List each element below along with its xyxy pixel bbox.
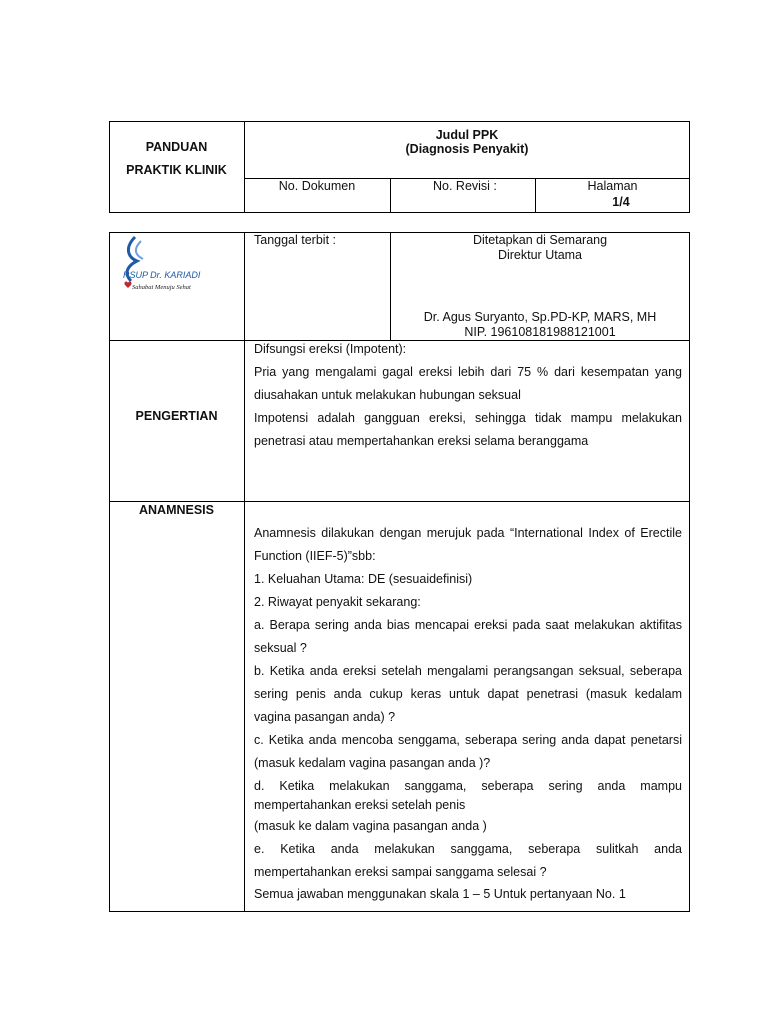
row-divider-pengertian xyxy=(109,501,690,502)
pengertian-heading: Difsungsi ereksi (Impotent): xyxy=(254,342,407,356)
anamnesis-label: ANAMNESIS xyxy=(138,503,214,517)
logo-tagline: Sahabat Menuju Sehat xyxy=(132,284,191,291)
header-col-divider xyxy=(390,178,391,213)
anamnesis-intro: Anamnesis dilakukan dengan merujuk pada “International Index of Erectile Function (IIEF-5)”sbb: xyxy=(254,526,682,563)
anamnesis-item: 1. Keluahan Utama: DE (sesuaidefinisi) xyxy=(254,572,473,586)
halaman-value: 1/4 xyxy=(612,195,630,209)
tanggal-terbit: Tanggal terbit : xyxy=(254,233,336,247)
hospital-logo xyxy=(117,233,217,305)
pengertian-impotensi: Impotensi adalah gangguan ereksi, sehingga tidak mampu melakukan penetrasi atau mempertahankan ereksi selama beranggama xyxy=(254,411,682,448)
anamnesis-question-a: a. Berapa sering anda bias mencapai ereksi pada saat melakukan aktifitas seksual ? xyxy=(254,618,682,655)
anamnesis-question-c: c. Ketika anda mencoba senggama, seberapa sering anda dapat penetarsi (masuk kedalam vagina pasangan anda )? xyxy=(254,733,682,770)
hospital-logo-icon xyxy=(117,233,217,305)
halaman-label: Halaman xyxy=(587,179,638,193)
anamnesis-question-d: d. Ketika melakukan sanggama, seberapa sering anda mampu mempertahankan ereksi setelah penis xyxy=(254,779,682,812)
diagnosis-subtitle: (Diagnosis Penyakit) xyxy=(405,142,529,156)
ditetapkan-di: Ditetapkan di Semarang xyxy=(472,233,608,247)
anamnesis-question-d-cont: (masuk ke dalam vagina pasangan anda ) xyxy=(254,819,487,833)
pengertian-label: PENGERTIAN xyxy=(135,409,218,423)
direktur-utama: Direktur Utama xyxy=(497,248,583,262)
logo-name: RSUP Dr. KARIADI xyxy=(123,270,201,280)
doctor-name: Dr. Agus Suryanto, Sp.PD-KP, MARS, MH xyxy=(423,310,657,324)
main-label-divider xyxy=(244,232,245,912)
doctor-nip: NIP. 196108181988121001 xyxy=(464,325,616,339)
panduan-title: PANDUAN xyxy=(145,140,208,154)
anamnesis-question-b: b. Ketika anda ereksi setelah mengalami perangsangan seksual, seberapa sering penis anda cukup keras untuk dapat penetrasi (masuk kedalam vagina pasangan anda) ? xyxy=(254,664,682,724)
panduan-subtitle: PRAKTIK KLINIK xyxy=(126,163,227,177)
judul-ppk: Judul PPK xyxy=(435,128,499,142)
no-dokumen-label: No. Dokumen xyxy=(278,179,356,193)
no-revisi-label: No. Revisi : xyxy=(433,179,497,193)
anamnesis-scale-note: Semua jawaban menggunakan skala 1 – 5 Untuk pertanyaan No. 1 xyxy=(254,887,626,901)
anamnesis-content xyxy=(254,522,682,904)
anamnesis-question-e: e. Ketika anda melakukan sanggama, seberapa sulitkah anda mempertahankan ereksi sampai sanggama selesai ? xyxy=(254,842,682,879)
pengertian-content xyxy=(254,338,682,453)
anamnesis-item: 2. Riwayat penyakit sekarang: xyxy=(254,595,421,609)
pengertian-definition: Pria yang mengalami gagal ereksi lebih dari 75 % dari kesempatan yang diusahakan untuk melakukan hubungan seksual xyxy=(254,365,682,402)
